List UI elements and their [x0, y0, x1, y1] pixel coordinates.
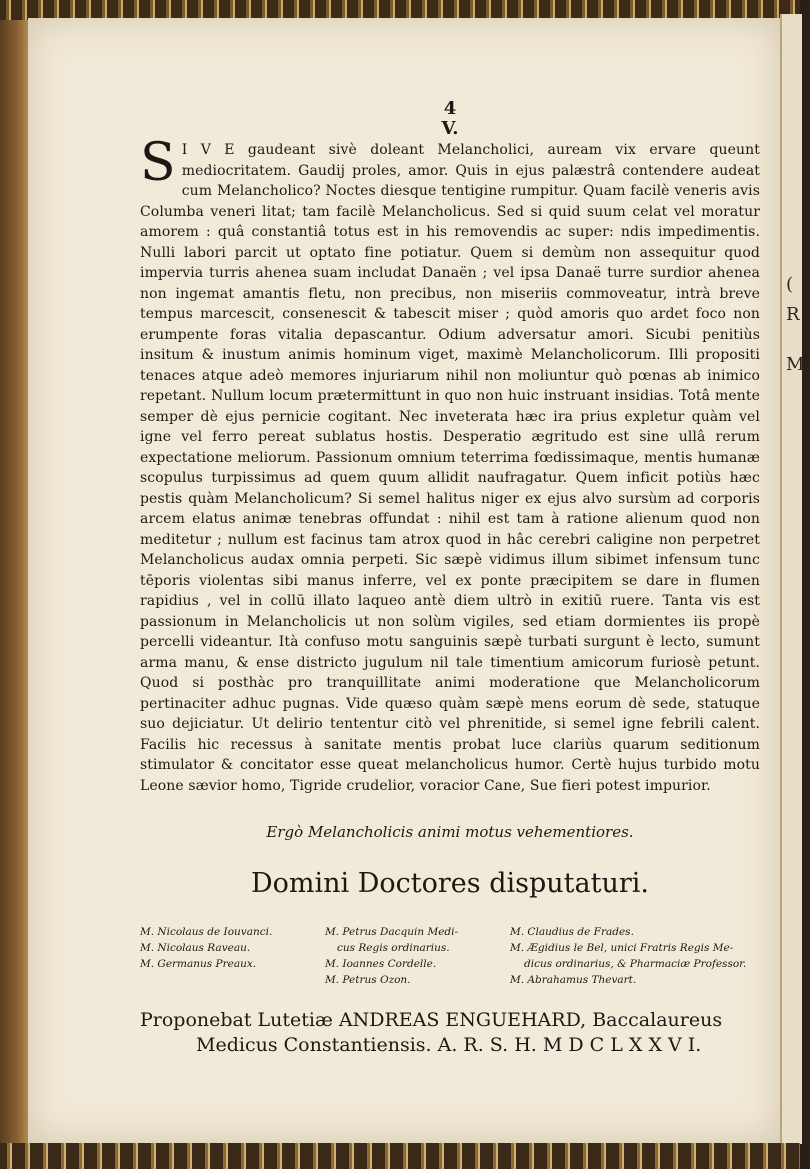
doctors-column-3: [510, 924, 760, 988]
imprint-line-1: Proponebat Lutetiæ ANDREAS ENGUEHARD, Baccalaureus: [140, 1009, 723, 1031]
doctor-name: M. Claudius de Frades.: [510, 926, 634, 938]
doctor-name: M. Ioannes Cordelle.: [325, 958, 437, 970]
imprint-line-2: Medicus Constantiensis. A. R. S. H. M D C L X X V I.: [196, 1034, 702, 1056]
doctor-name: M. Ægidius le Bel, unici Fratris Regis Me-: [510, 942, 734, 954]
doctors-heading: Domini Doctores disputaturi.: [251, 868, 649, 899]
imprint-statement: [140, 1008, 760, 1058]
book-binding: [0, 20, 28, 1143]
body-paragraph: [140, 133, 760, 796]
doctors-column-1: [140, 924, 300, 988]
doctor-name: M. Abrahamus Thevart.: [510, 974, 637, 986]
book-edge-top: [0, 0, 800, 20]
section-number: V.: [441, 118, 459, 139]
page-content: [140, 100, 760, 1058]
doctors-column-2: [325, 924, 485, 988]
adjacent-page-glyph: R: [786, 304, 800, 325]
doctor-name: M. Nicolaus Raveau.: [140, 942, 251, 954]
doctor-name: M. Petrus Ozon.: [325, 974, 411, 986]
book-edge-bottom: [0, 1143, 800, 1169]
doctor-name: M. Germanus Preaux.: [140, 958, 257, 970]
body-text: I V E gaudeant sivè doleant Melancholici, auream vix ervare queunt mediocritatem. Gaudij proles, amor. Quis in ejus palæstrâ contendere audeat cum Melancholico? Noctes diesque tentigine rumpitur. Quam facilè veneris avis Columba veneri litat; tam facilè Melancholicus. Sed si quid suum celat vel moratur amorem : quâ constantiâ totus est in his removendis ac super: ndis impedimentis. Nulli labori parcit ut optato fine potiatur. Quem si demùm non assequitur quod impervia turris ahenea suam includat Danaën ; vel ipsa Danaë turre surdior ahenea non ingemat amantis fletu, non precibus, non miseriis commoveatur, intrà breve tempus marcescit, consenescit & tabescit miser ; quòd amoris quo ardet foco non erumpente foras vitalia depascantur. Odium adversatur amori. Sicubi penitiùs insitum & inustum animis hominum viget, maximè Melancholicorum. Illi propositi tenaces atque adeò memores injuriarum nihil non moliuntur quò pœnas ab inimico repetant. Nullum locum prætermittunt in quo non huic instruant insidias. Totâ mente semper dè ejus pernicie cogitant. Nec inveterata hæc ira prius expletur quàm vel igne vel ferro pereat sublatus hostis. Desperatio ægritudo est sine ullâ rerum expectatione meliorum. Passionum omnium teterrima fœdissimaque, mentis humanæ scopulus turpissimus ad quem quum allidit naufragatur. Quem inficit potiùs hæc pestis quàm Melancholicum? Si semel halitus niger ex ejus alvo sursùm ad corporis arcem elatus animæ tenebras offundat : nihil est tam à ratione alienum quod non meditetur ; nullum est facinus tam atrox quod in hâc cerebri caligine non perpetret Melancholicus audax omnia perpeti. Sic sæpè vidimus illum sibimet infensum tunc tēporis violentas sibi manus inferre, vel ex ponte præcipitem se dare in flumen rapidius , vel in collū illato laqueo antè diem ultrò in exitiū ruere. Tanta vis est passionum in Melancholicis ut non solùm vigiles, sed etiam dormientes iis propè percelli videantur. Ità confuso motu sanguinis sæpè turbati surgunt è lecto, sumunt arma manu, & ense districto jugulum nil tale timentium amicorum furiosè petunt. Quod si posthàc pro tranquillitate animi moderatione que Melancholicorum pertinaciter adhuc pugnas. Vide quæso quàm sæpè mens eorum dè sede, statuque suo dejiciatur. Ut delirio tententur citò vel phrenitide, si semel igne febrili calent. Facilis hic recessus à sanitate mentis probat luce clariùs quarum seditionum stimulator & concitator esse queat melancholicus humor. Certè hujus turbido motu Leone sævior homo, Tigride crudelior, voracior Cane, Sue fieri potest impurior.: [140, 142, 760, 794]
page-number: 4: [443, 98, 457, 119]
doctor-name: cus Regis ordinarius.: [337, 942, 450, 954]
doctor-name: M. Nicolaus de Iouvanci.: [140, 926, 273, 938]
doctors-list: [140, 924, 760, 988]
adjacent-page-glyph: M.: [786, 354, 810, 375]
drop-cap: S: [140, 133, 176, 193]
adjacent-page-edge: [780, 14, 810, 1144]
doctor-name: dicus ordinarius, & Pharmaciæ Professor.: [524, 958, 747, 970]
conclusion-line: Ergò Melancholicis animi motus vehementiores.: [266, 823, 634, 841]
adjacent-page-glyph: (: [786, 274, 794, 295]
doctor-name: M. Petrus Dacquin Medi-: [325, 926, 459, 938]
